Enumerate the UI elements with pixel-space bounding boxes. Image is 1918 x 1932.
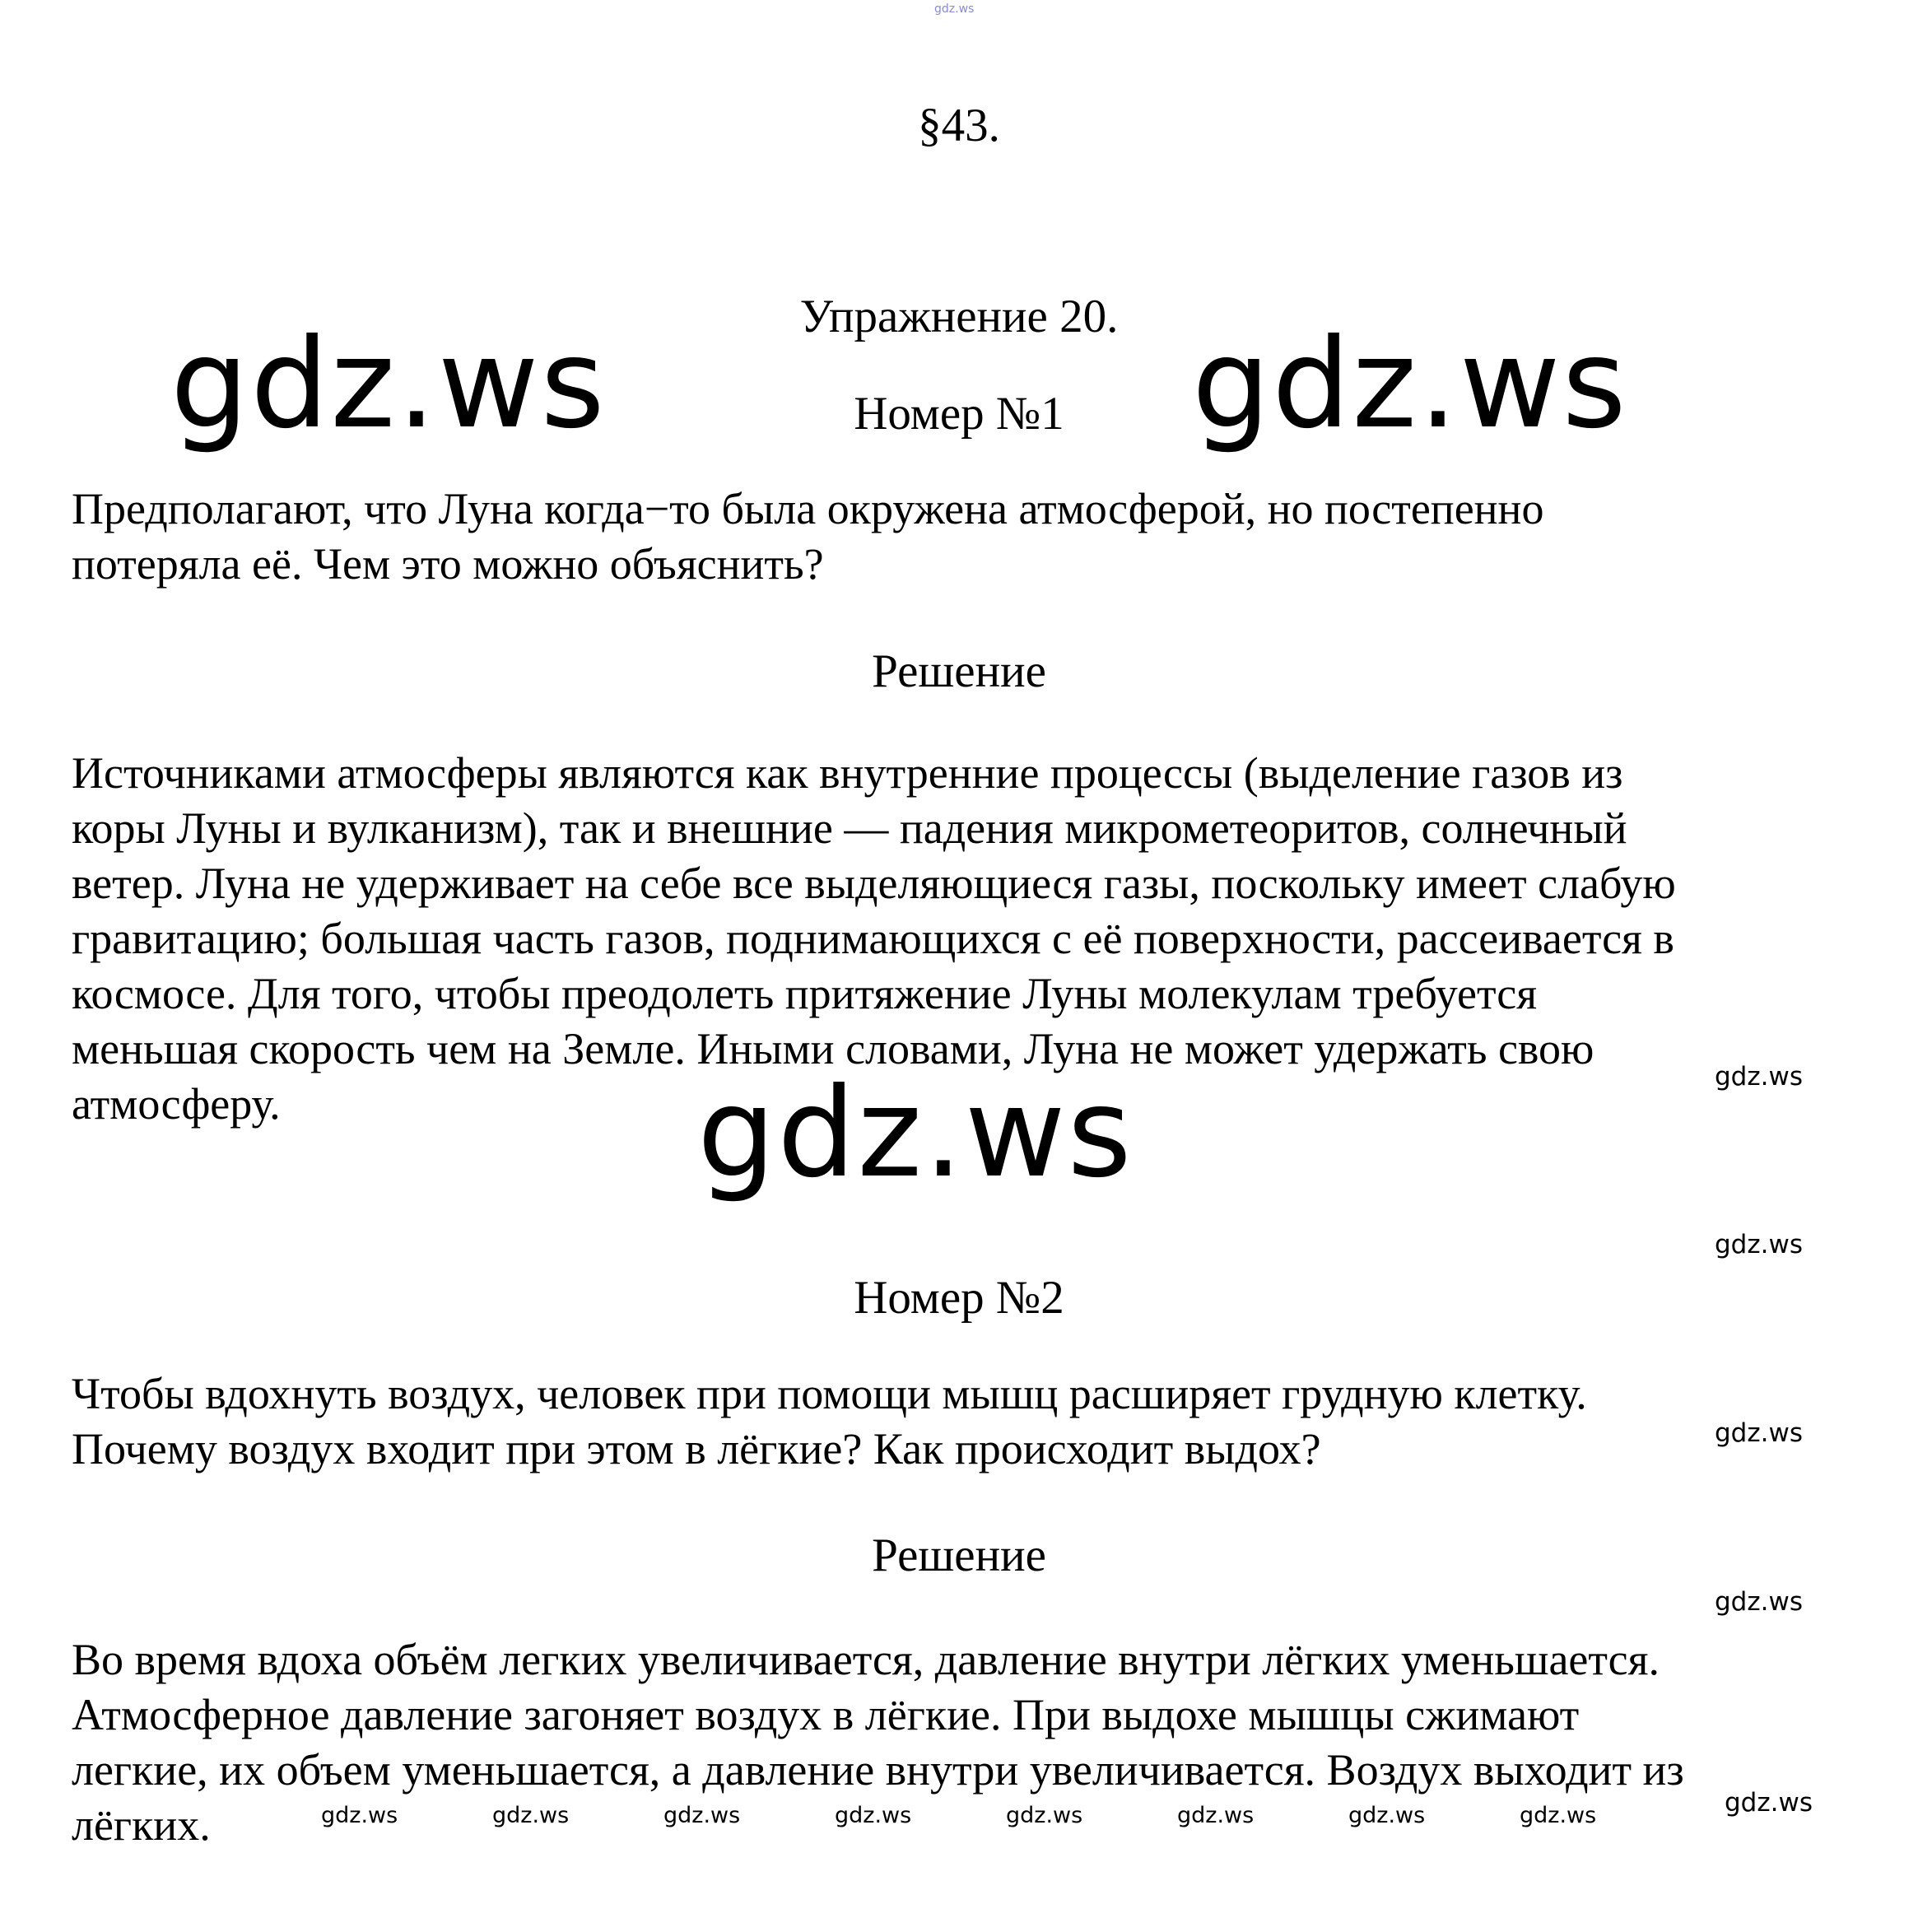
problem-1-solution-line: космосе. Для того, чтобы преодолеть притяжение Луны молекулам требуется — [72, 969, 1538, 1018]
watermark-bottom-4: gdz.ws — [835, 1803, 912, 1828]
watermark-large-right: gdz.ws — [1192, 313, 1628, 456]
watermark-small-right-3: gdz.ws — [1715, 1418, 1803, 1448]
watermark-top: gdz.ws — [934, 2, 975, 16]
watermark-bottom-1: gdz.ws — [321, 1803, 398, 1828]
watermark-bottom-6: gdz.ws — [1177, 1803, 1255, 1828]
problem-1-number: Номер №1 — [854, 388, 1064, 440]
problem-1-solution-line: ветер. Луна не удерживает на себе все выделяющиеся газы, поскольку имеет слабую — [72, 859, 1676, 908]
problem-2-solution-label: Решение — [872, 1529, 1046, 1581]
problem-1-solution-line: Источниками атмосферы являются как внутренние процессы (выделение газов из — [72, 748, 1623, 798]
watermark-small-right-1: gdz.ws — [1715, 1062, 1803, 1092]
section-title: §43. — [918, 100, 1000, 151]
exercise-title: Упражнение 20. — [799, 291, 1119, 342]
problem-2-solution-line: лёгких. — [72, 1800, 211, 1850]
watermark-bottom-2: gdz.ws — [492, 1803, 570, 1828]
problem-1-solution-line: гравитацию; большая часть газов, поднимающихся с её поверхности, рассеивается в — [72, 914, 1674, 963]
problem-1-question — [72, 482, 1883, 592]
problem-1-question-line: Предполагают, что Луна когда−то была окружена атмосферой, но постепенно — [72, 484, 1544, 533]
problem-2-question-line: Почему воздух входит при этом в лёгкие? Как происходит выдох? — [72, 1424, 1321, 1473]
watermark-small-right-2: gdz.ws — [1715, 1230, 1803, 1259]
watermark-bottom-3: gdz.ws — [663, 1803, 741, 1828]
watermark-large-left: gdz.ws — [170, 313, 607, 456]
problem-2-question-line: Чтобы вдохнуть воздух, человек при помощи мышц расширяет грудную клетку. — [72, 1369, 1587, 1418]
watermark-large-center: gdz.ws — [697, 1062, 1134, 1205]
problem-2-number: Номер №2 — [854, 1272, 1064, 1324]
problem-2-solution-line: легкие, их объем уменьшается, а давление внутри увеличивается. Воздух выходит из — [72, 1745, 1684, 1795]
problem-1-solution-line: меньшая скорость чем на Земле. Иными словами, Луна не может удержать свою — [72, 1024, 1594, 1073]
problem-1-solution-line: атмосферу. — [72, 1079, 281, 1129]
problem-1-question-line: потеряла её. Чем это можно объяснить? — [72, 539, 824, 589]
problem-2-question — [72, 1366, 1883, 1477]
watermark-small-right-4: gdz.ws — [1715, 1587, 1803, 1617]
watermark-bottom-7: gdz.ws — [1348, 1803, 1426, 1828]
problem-2-solution-line: Атмосферное давление загоняет воздух в лёгкие. При выдохе мышцы сжимают — [72, 1690, 1580, 1739]
problem-2-solution-line: Во время вдоха объём легких увеличивается, давление внутри лёгких уменьшается. — [72, 1635, 1660, 1684]
watermark-bottom-5: gdz.ws — [1006, 1803, 1083, 1828]
watermark-bottom-8: gdz.ws — [1520, 1803, 1597, 1828]
problem-1-solution-line: коры Луны и вулканизм), так и внешние — падения микрометеоритов, солнечный — [72, 803, 1627, 853]
problem-1-solution-label: Решение — [872, 645, 1046, 697]
watermark-small-right-5: gdz.ws — [1725, 1788, 1813, 1818]
